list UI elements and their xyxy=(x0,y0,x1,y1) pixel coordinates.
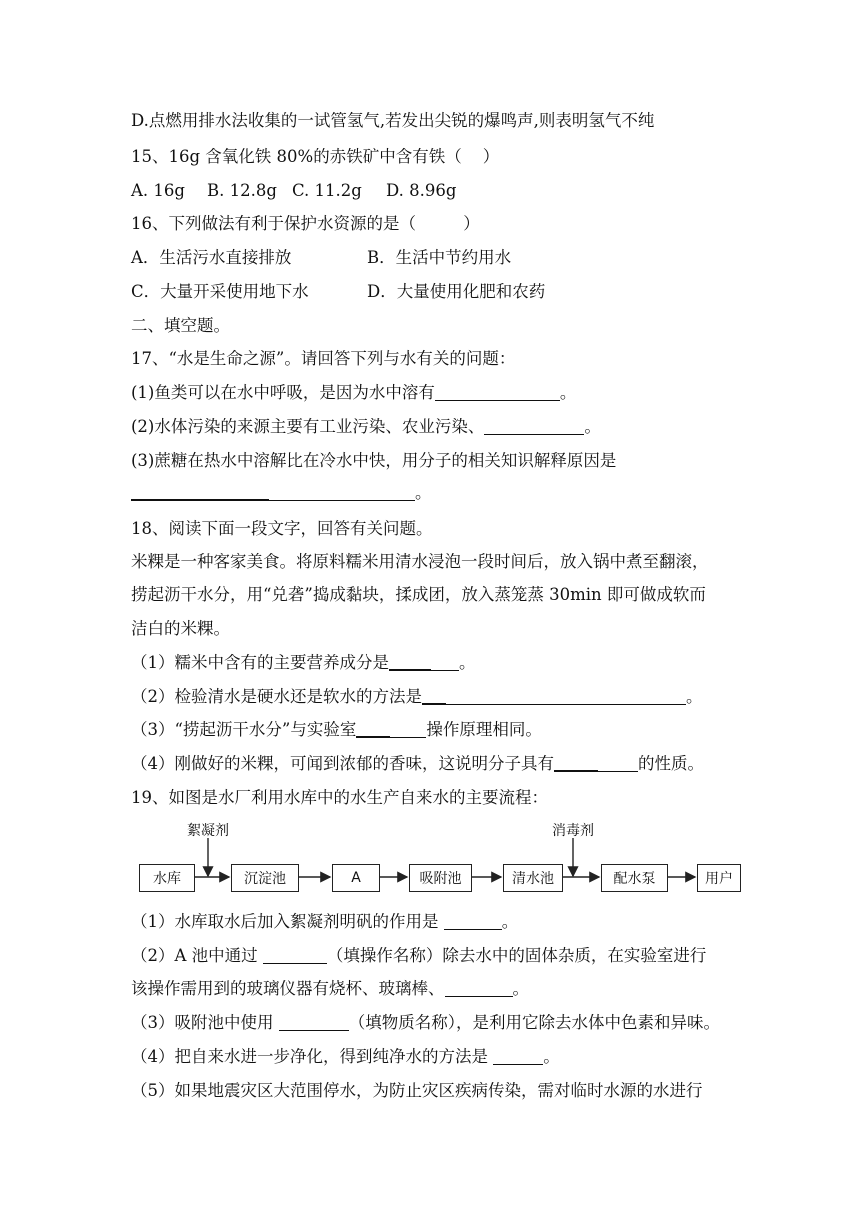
q15-option-c: C. 11.2g xyxy=(292,181,362,200)
q17-sub2: (2)水体污染的来源主要有工业污染、农业污染、 。 xyxy=(131,417,601,436)
q19-sub2-line1: （2）A 池中通过 （填操作名称）除去水中的固体杂质，在实验室进行 xyxy=(131,946,707,965)
flow-box-sedimentation: 沉淀池 xyxy=(231,864,299,892)
q18-sub4: （4）刚做好的米粿，可闻到浓郁的香味，这说明分子具有 的性质。 xyxy=(131,754,704,773)
flow-box-pump: 配水泵 xyxy=(601,864,668,892)
flow-box-user: 用户 xyxy=(697,864,741,892)
section-heading-fill-in: 二、填空题。 xyxy=(131,316,230,335)
q18-sub1: （1）糯米中含有的主要营养成分是 。 xyxy=(131,653,476,672)
answer-blank[interactable] xyxy=(389,653,431,671)
q17-sub3: (3)蔗糖在热水中溶解比在冷水中快，用分子的相关知识解释原因是 xyxy=(131,451,617,470)
answer-blank[interactable] xyxy=(445,980,513,997)
answer-blank[interactable] xyxy=(390,721,426,738)
water-treatment-flow-diagram xyxy=(131,820,751,900)
q19-sub2-line2: 该操作需用到的玻璃仪器有烧杯、玻璃棒、 。 xyxy=(131,979,529,998)
q19-sub5: （5）如果地震灾区大范围停水，为防止灾区疾病传染，需对临时水源的水进行 xyxy=(131,1081,703,1100)
flow-box-clear-water: 清水池 xyxy=(503,864,563,892)
q18-passage-line1: 米粿是一种客家美食。将原料糯米用清水浸泡一段时间后，放入锅中煮至翻滚， xyxy=(131,552,709,571)
answer-blank[interactable] xyxy=(131,483,269,501)
answer-blank[interactable] xyxy=(444,913,502,930)
q16-stem: 16、下列做法有利于保护水资源的是（ ） xyxy=(131,214,480,233)
q18-passage-line2: 捞起沥干水分，用“兑砻”捣成黏块，揉成团，放入蒸笼蒸 30min 即可做成软而 xyxy=(131,585,706,604)
q16-option-c: C．大量开采使用地下水 xyxy=(131,282,309,301)
coagulant-label: 絮凝剂 xyxy=(187,823,229,839)
answer-blank[interactable] xyxy=(493,1048,543,1065)
q18-sub2: （2）检验清水是硬水还是软水的方法是 。 xyxy=(131,687,703,706)
disinfectant-label: 消毒剂 xyxy=(552,823,594,839)
q14-option-d: D.点燃用排水法收集的一试管氢气,若发出尖锐的爆鸣声,则表明氢气不纯 xyxy=(131,111,655,130)
answer-blank[interactable] xyxy=(435,384,560,401)
answer-blank[interactable] xyxy=(484,418,584,435)
q19-sub3: （3）吸附池中使用 （填物质名称），是利用它除去水体中色素和异味。 xyxy=(131,1013,720,1032)
q17-sub1: (1)鱼类可以在水中呼吸，是因为水中溶有 。 xyxy=(131,383,577,402)
q19-stem: 19、如图是水厂利用水库中的水生产自来水的主要流程： xyxy=(131,788,548,807)
q16-option-b: B．生活中节约用水 xyxy=(367,248,512,267)
answer-blank[interactable] xyxy=(446,688,686,705)
answer-blank[interactable] xyxy=(431,654,459,671)
q15-option-d: D. 8.96g xyxy=(386,181,457,200)
q15-option-b: B. 12.8g xyxy=(207,181,277,200)
q15-option-a: A. 16g xyxy=(131,181,185,200)
q19-sub4: （4）把自来水进一步净化，得到纯净水的方法是 。 xyxy=(131,1047,560,1066)
answer-blank[interactable] xyxy=(263,947,327,964)
answer-blank[interactable] xyxy=(269,484,415,501)
flow-box-reservoir: 水库 xyxy=(139,864,195,892)
q17-stem: 17、“水是生命之源”。请回答下列与水有关的问题： xyxy=(131,349,516,368)
q15-stem: 15、16g 含氧化铁 80%的赤铁矿中含有铁（ ） xyxy=(131,147,500,166)
q18-passage-line3: 洁白的米粿。 xyxy=(131,619,230,638)
q17-sub3-answer-line: 。 xyxy=(131,482,432,504)
answer-blank[interactable] xyxy=(279,1014,349,1031)
answer-blank[interactable] xyxy=(356,720,390,738)
q16-option-d: D．大量使用化肥和农药 xyxy=(367,282,546,301)
flow-box-adsorption: 吸附池 xyxy=(409,864,472,892)
flow-box-a: A xyxy=(332,864,380,892)
q16-option-a: A．生活污水直接排放 xyxy=(131,248,292,267)
answer-blank[interactable] xyxy=(598,755,638,772)
q18-stem: 18、阅读下面一段文字，回答有关问题。 xyxy=(131,519,433,538)
q18-sub3: （3）“捞起沥干水分”与实验室 操作原理相同。 xyxy=(131,720,542,739)
answer-blank[interactable] xyxy=(422,687,446,705)
q19-sub1: （1）水库取水后加入絮凝剂明矾的作用是 。 xyxy=(131,912,519,931)
answer-blank[interactable] xyxy=(554,754,598,772)
